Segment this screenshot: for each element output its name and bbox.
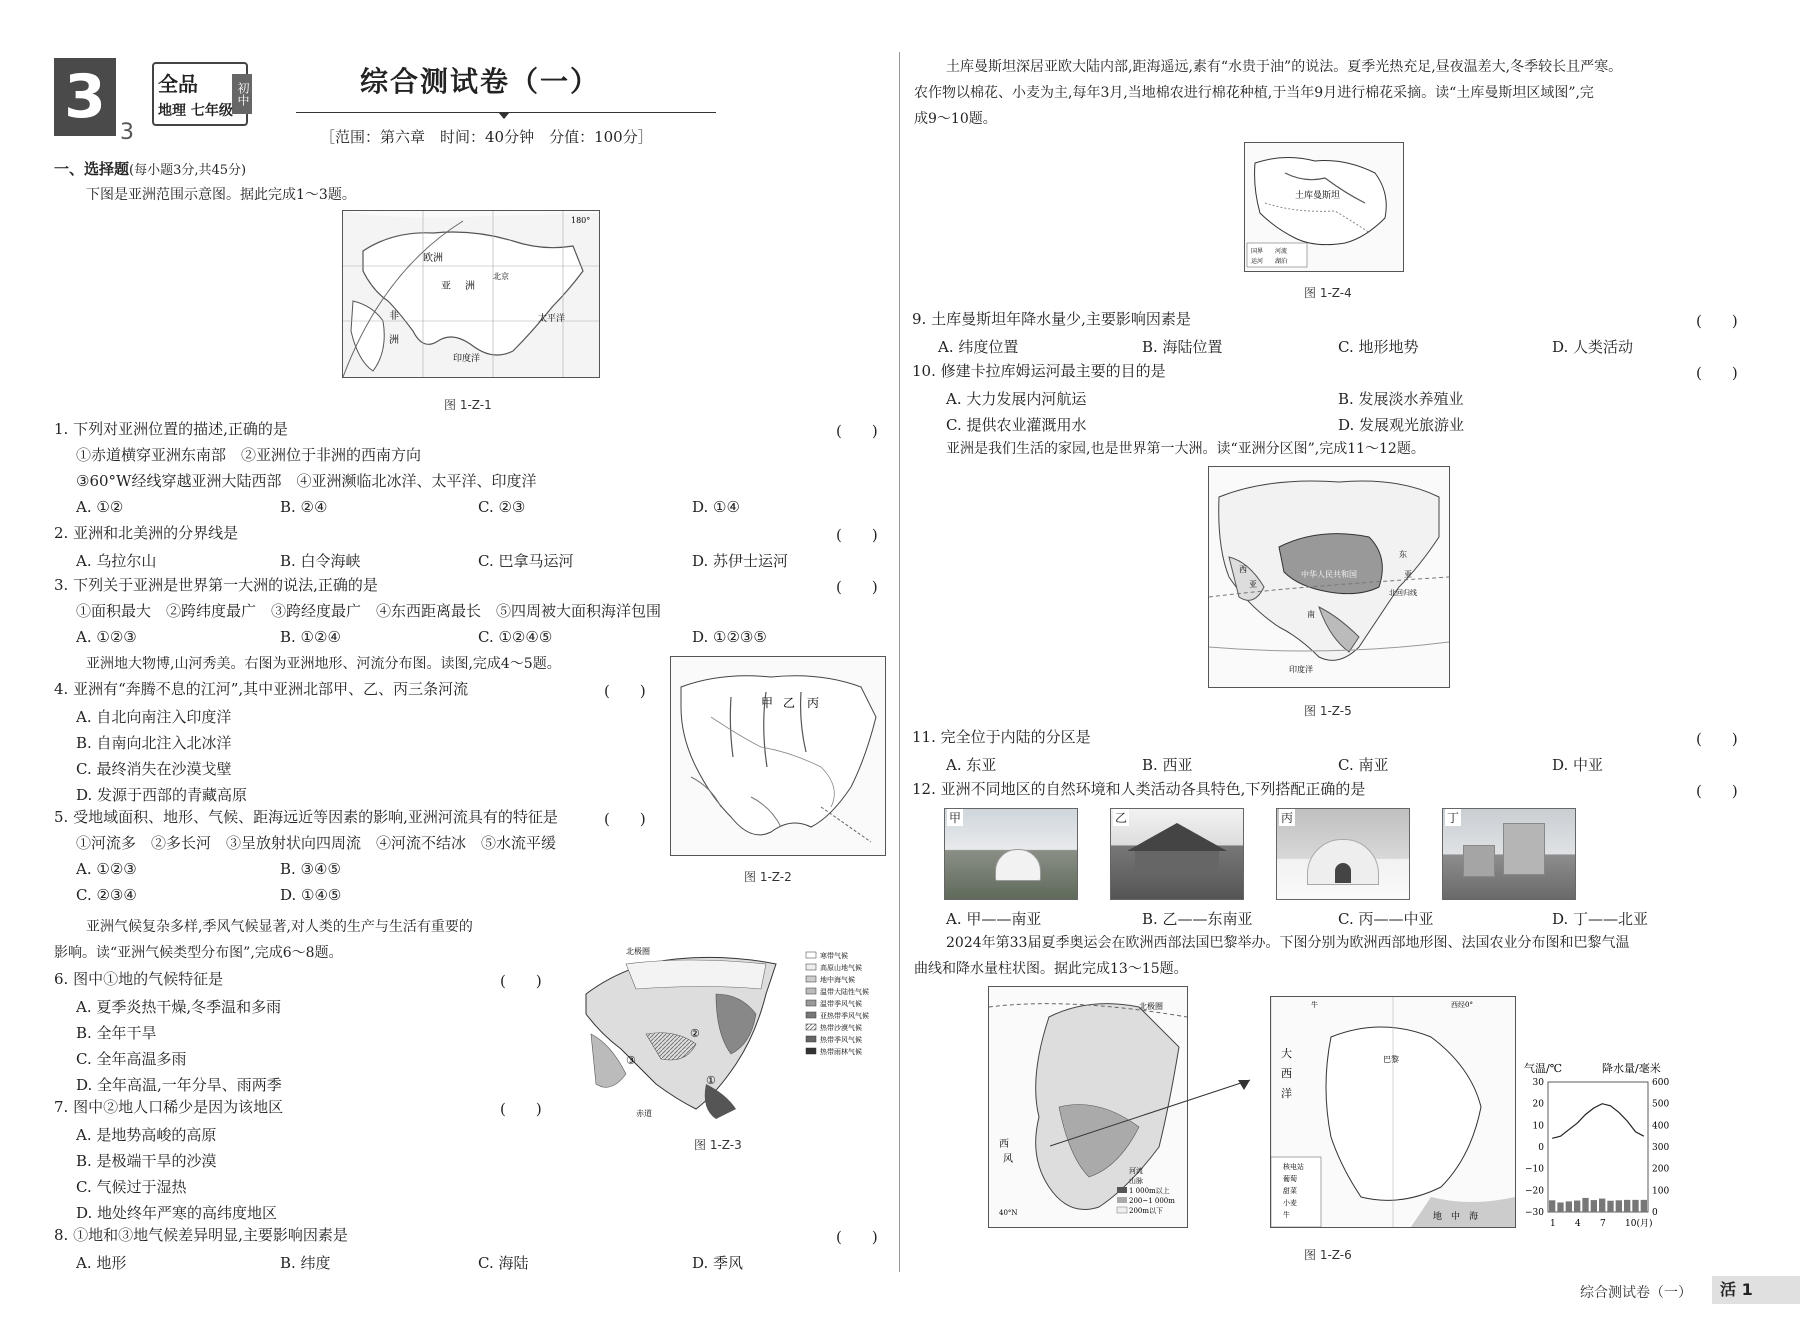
- option-a[interactable]: A. 纬度位置: [938, 338, 1019, 356]
- month-tick-label: 4: [1575, 1219, 1581, 1229]
- map1-label: 太平洋: [538, 314, 566, 324]
- subject-label: 地理 七年级: [158, 103, 233, 119]
- month-labels: [1550, 1218, 1652, 1229]
- building-block-2: [1463, 845, 1495, 877]
- option-b[interactable]: B. ①②④: [280, 628, 341, 646]
- map1-label: 北京: [493, 272, 509, 281]
- legend-item: 山脉: [1129, 1177, 1143, 1185]
- legend-item: 河流: [1129, 1167, 1143, 1175]
- photo-igloo: [1276, 808, 1410, 900]
- precip-bar: [1599, 1199, 1605, 1212]
- intro-13-15-line1: 2024年第33届夏季奥运会在欧洲西部法国巴黎举办。下图分别为欧洲西部地形图、法国农业分布图和巴黎气温: [946, 935, 1630, 951]
- precip-bar: [1624, 1200, 1630, 1212]
- intro-9-10-line3: 成9～10题。: [914, 111, 997, 127]
- option-b[interactable]: B. 发展淡水养殖业: [1338, 390, 1464, 408]
- q5-statement: ①河流多 ②多长河 ③呈放射状向四周流 ④河流不结冰 ⑤水流平缓: [76, 834, 557, 852]
- precip-bar: [1574, 1201, 1580, 1212]
- question-10: 10. 修建卡拉库姆运河最主要的目的是: [912, 362, 1166, 380]
- option-d[interactable]: D. 中亚: [1552, 756, 1604, 774]
- footer-title: 综合测试卷（一）: [1580, 1285, 1692, 1301]
- map1-label: 非: [389, 311, 399, 322]
- map-connector-arrow: [1050, 1070, 1270, 1150]
- temp-tick-label: −10: [1525, 1164, 1544, 1175]
- question-12: 12. 亚洲不同地区的自然环境和人类活动各具特色,下列搭配正确的是: [912, 780, 1366, 798]
- turkmenistan-map: [1244, 142, 1404, 272]
- asia-river-map: [670, 656, 886, 856]
- map5-label: 亚: [1404, 570, 1412, 579]
- answer-slot-7[interactable]: ( ): [500, 1100, 542, 1118]
- option-d[interactable]: D. 苏伊士运河: [692, 552, 789, 570]
- map1-label: 印度洋: [453, 354, 481, 364]
- option-a[interactable]: A. 大力发展内河航运: [946, 390, 1087, 408]
- month-tick-label: 7: [1600, 1219, 1606, 1229]
- map3-label: 赤道: [636, 1109, 652, 1118]
- map3-label: ①: [706, 1074, 716, 1087]
- map1-label: 洲: [465, 281, 475, 292]
- map1-label: 洲: [389, 335, 399, 346]
- question-1: 1. 下列对亚洲位置的描述,正确的是: [54, 420, 288, 438]
- option-b[interactable]: B. 白令海峡: [280, 552, 361, 570]
- precip-tick-label: 500: [1652, 1099, 1670, 1110]
- page-number: 活 1: [1712, 1276, 1800, 1304]
- photo-yurt: [944, 808, 1078, 900]
- option-d[interactable]: D. ①②③⑤: [692, 628, 767, 646]
- map5-label: 印度洋: [1289, 665, 1313, 674]
- question-6: 6. 图中①地的气候特征是: [54, 970, 224, 988]
- temp-tick-label: 30: [1532, 1078, 1544, 1088]
- option-b[interactable]: B. 乙——东南亚: [1142, 910, 1253, 928]
- precip-bar: [1616, 1200, 1622, 1212]
- precip-tick-label: 100: [1652, 1186, 1670, 1197]
- legend-item: 热带沙漠气候: [820, 1024, 862, 1032]
- section-heading: [54, 158, 246, 179]
- option-c[interactable]: C. ①②④⑤: [478, 628, 553, 646]
- option-d[interactable]: D. 地处终年严寒的高纬度地区: [76, 1204, 278, 1222]
- legend-item: 200~1 000m: [1129, 1197, 1175, 1205]
- legend-item: 温带大陆性气候: [820, 988, 869, 996]
- yurt-shape: [995, 849, 1041, 881]
- legend-item: 亚热带季风气候: [820, 1012, 869, 1020]
- map4-label: 运河: [1251, 258, 1264, 265]
- question-4: 4. 亚洲有“奔腾不息的江河”,其中亚洲北部甲、乙、丙三条河流: [54, 680, 469, 698]
- option-c[interactable]: C. 地形地势: [1338, 338, 1419, 356]
- asia-climate-map-svg: [566, 934, 886, 1124]
- map5-label: 亚: [1249, 580, 1257, 589]
- option-c[interactable]: C. ②③: [478, 498, 526, 516]
- option-c[interactable]: C. 巴拿马运河: [478, 552, 574, 570]
- option-a[interactable]: A. ①②③: [76, 628, 137, 646]
- map3-label: ③: [626, 1054, 636, 1067]
- legend-item: 1 000m以上: [1129, 1187, 1170, 1195]
- answer-slot-12[interactable]: ( ): [1696, 782, 1738, 800]
- intro-9-10-line2: 农作物以棉花、小麦为主,每年3月,当地棉农进行棉花种植,于当年9月进行棉花采摘。读“土库曼斯坦区域图”,完: [914, 85, 1594, 101]
- temp-tick-label: −30: [1525, 1208, 1544, 1218]
- legend-item: 小麦: [1283, 1199, 1297, 1207]
- option-d[interactable]: D. ①④⑤: [280, 886, 342, 904]
- map6-label: 西: [999, 1139, 1009, 1150]
- asia-regions-map-svg: [1209, 467, 1449, 687]
- map6-label: 西经0°: [1451, 1001, 1473, 1009]
- intro-6-8-line2: 影响。读“亚洲气候类型分布图”,完成6～8题。: [54, 945, 343, 961]
- precip-bar: [1557, 1202, 1563, 1212]
- temp-tick-label: 0: [1538, 1143, 1544, 1153]
- option-a[interactable]: A. 是地势高峻的高原: [76, 1126, 217, 1144]
- q3-statement: ①面积最大 ②跨纬度最广 ③跨经度最广 ④东西距离最长 ⑤四周被大面积海洋包围: [76, 602, 662, 620]
- legend-item: 热带雨林气候: [820, 1048, 862, 1056]
- option-d[interactable]: D. 发源于西部的青藏高原: [76, 786, 248, 804]
- legend-item: 牛: [1283, 1211, 1290, 1219]
- legend-item: 核电站: [1283, 1163, 1304, 1171]
- temp-ticks: [1525, 1078, 1544, 1218]
- map4-label: 国界: [1251, 248, 1264, 255]
- precip-tick-label: 200: [1652, 1164, 1670, 1175]
- intro-1-3: 下图是亚洲范围示意图。据此完成1～3题。: [86, 187, 356, 203]
- page-title: 综合测试卷（一）: [360, 65, 601, 98]
- legend-item: 高原山地气候: [820, 964, 862, 972]
- map6-label: 地: [1433, 1212, 1443, 1222]
- precip-bar: [1549, 1200, 1555, 1212]
- map6-label: 牛: [1311, 1001, 1318, 1009]
- option-c[interactable]: C. 丙——中亚: [1338, 910, 1434, 928]
- answer-slot-2[interactable]: ( ): [836, 526, 878, 544]
- option-a[interactable]: A. 乌拉尔山: [76, 552, 157, 570]
- precip-ticks: [1652, 1078, 1669, 1218]
- chapter-badge-small: 3: [120, 120, 134, 145]
- photo-label: 乙: [1115, 811, 1128, 825]
- intro-13-15-line2: 曲线和降水量柱状图。据此完成13～15题。: [914, 961, 1188, 977]
- map5-label: 北回归线: [1389, 589, 1417, 597]
- precip-bars: [1549, 1198, 1647, 1212]
- precip-bar: [1632, 1200, 1638, 1212]
- section-title: 一、选择题: [54, 160, 130, 178]
- building-block: [1503, 823, 1545, 875]
- answer-slot-9[interactable]: ( ): [1696, 312, 1738, 330]
- map6-label: 巴黎: [1383, 1055, 1399, 1064]
- precip-tick-label: 0: [1652, 1208, 1658, 1218]
- chapter-badge: 3: [54, 58, 116, 136]
- map1-label: 亚: [441, 281, 451, 292]
- igloo-door: [1335, 863, 1351, 883]
- option-c[interactable]: C. ②③④: [76, 886, 137, 904]
- option-d[interactable]: D. 人类活动: [1552, 338, 1634, 356]
- precip-bar: [1641, 1200, 1647, 1212]
- question-2: 2. 亚洲和北美洲的分界线是: [54, 524, 239, 542]
- france-agriculture-map: [1270, 996, 1516, 1228]
- legend-item: 地中海气候: [820, 976, 855, 984]
- map5-label: 东: [1399, 550, 1407, 559]
- map6-label: 中: [1451, 1212, 1461, 1222]
- photo-label: 甲: [949, 811, 962, 825]
- precip-bar: [1607, 1201, 1613, 1212]
- stilt-roof: [1127, 823, 1227, 851]
- brand-name: 全品: [158, 72, 198, 96]
- map4-label: 湖泊: [1275, 258, 1288, 265]
- map5-label: 西: [1239, 565, 1247, 574]
- option-a[interactable]: A. ①②③: [76, 860, 137, 878]
- answer-slot-8[interactable]: ( ): [836, 1228, 878, 1246]
- option-c[interactable]: C. 全年高温多雨: [76, 1050, 187, 1068]
- option-b[interactable]: B. 海陆位置: [1142, 338, 1223, 356]
- map4-label: 河流: [1275, 248, 1288, 255]
- legend-item: 甜菜: [1283, 1187, 1297, 1195]
- option-d[interactable]: D. ①④: [692, 498, 740, 516]
- legend-item: 200m以下: [1129, 1207, 1163, 1215]
- map2-label: 甲: [761, 696, 774, 710]
- question-3: 3. 下列关于亚洲是世界第一大洲的说法,正确的是: [54, 576, 378, 594]
- option-d[interactable]: D. 丁——北亚: [1552, 910, 1649, 928]
- asia-range-map-svg: [343, 211, 599, 377]
- q1-statement-1: ①赤道横穿亚洲东南部 ②亚洲位于非洲的西南方向: [76, 446, 422, 464]
- option-b[interactable]: B. 全年干旱: [76, 1024, 157, 1042]
- map6-label: 风: [1003, 1154, 1013, 1165]
- answer-slot-6[interactable]: ( ): [500, 972, 542, 990]
- temp-axis-label: 气温/℃: [1524, 1062, 1563, 1075]
- answer-slot-11[interactable]: ( ): [1696, 730, 1738, 748]
- intro-4-5: 亚洲地大物博,山河秀美。右图为亚洲地形、河流分布图。读图,完成4～5题。: [86, 656, 561, 672]
- q1-statement-2: ③60°W经线穿越亚洲大陆西部 ④亚洲濒临北冰洋、太平洋、印度洋: [76, 472, 537, 490]
- figure-caption: 图 1-Z-6: [1304, 1248, 1352, 1262]
- legend-item: 温带季风气候: [820, 1000, 862, 1008]
- question-8: 8. ①地和③地气候差异明显,主要影响因素是: [54, 1226, 348, 1244]
- answer-slot-3[interactable]: ( ): [836, 578, 878, 596]
- intro-6-8-line1: 亚洲气候复杂多样,季风气候显著,对人类的生产与生活有重要的: [86, 919, 473, 935]
- question-5: 5. 受地域面积、地形、气候、距海远近等因素的影响,亚洲河流具有的特征是: [54, 808, 558, 826]
- precip-tick-label: 300: [1652, 1143, 1670, 1153]
- photo-label: 丁: [1447, 811, 1460, 825]
- intro-9-10-line1: 土库曼斯坦深居亚欧大陆内部,距海遥远,素有“水贵于油”的说法。夏季光热充足,昼夜温差大,冬季较长且严寒。: [946, 59, 1623, 75]
- precip-tick-label: 400: [1652, 1121, 1670, 1132]
- turkmenistan-map-svg: [1245, 143, 1403, 271]
- option-c[interactable]: C. 南亚: [1338, 756, 1389, 774]
- option-a[interactable]: A. 甲——南亚: [946, 910, 1042, 928]
- option-b[interactable]: B. 是极端干旱的沙漠: [76, 1152, 217, 1170]
- question-9: 9. 土库曼斯坦年降水量少,主要影响因素是: [912, 310, 1191, 328]
- precip-axis-label: 降水量/毫米: [1602, 1062, 1661, 1075]
- plot-area: [1548, 1082, 1648, 1212]
- precip-bar: [1566, 1201, 1572, 1212]
- option-c[interactable]: C. 气候过于湿热: [76, 1178, 187, 1196]
- legend-item: 寒带气候: [820, 952, 848, 960]
- photo-stilt-house: [1110, 808, 1244, 900]
- question-11: 11. 完全位于内陆的分区是: [912, 728, 1091, 746]
- option-a[interactable]: A. 自北向南注入印度洋: [76, 708, 232, 726]
- scope-line: ［范围：第六章 时间：40分钟 分值：100分］: [320, 128, 653, 146]
- figure-caption: 图 1-Z-5: [1304, 704, 1352, 718]
- map3-label: 北极圈: [626, 947, 650, 956]
- option-c[interactable]: C. 海陆: [478, 1254, 529, 1272]
- month-tick-label: 10(月): [1625, 1219, 1653, 1229]
- option-c[interactable]: C. 提供农业灌溉用水: [946, 416, 1087, 434]
- figure-caption: 图 1-Z-1: [444, 398, 492, 412]
- asia-regions-map: [1208, 466, 1450, 688]
- map6-label: 大: [1281, 1047, 1292, 1060]
- option-b[interactable]: B. 纬度: [280, 1254, 331, 1272]
- option-c[interactable]: C. 最终消失在沙漠戈壁: [76, 760, 232, 778]
- temp-tick-label: 20: [1532, 1099, 1544, 1110]
- option-a[interactable]: A. 夏季炎热干燥,冬季温和多雨: [76, 998, 282, 1016]
- brand-sub: 初中: [232, 74, 252, 114]
- month-tick-label: 1: [1550, 1219, 1556, 1229]
- column-divider: [899, 52, 900, 1272]
- option-b[interactable]: B. 自南向北注入北冰洋: [76, 734, 232, 752]
- france-map-svg: [1271, 997, 1515, 1227]
- answer-slot-4[interactable]: ( ): [604, 682, 646, 700]
- map2-label: 丙: [807, 696, 820, 710]
- option-b[interactable]: B. ③④⑤: [280, 860, 341, 878]
- answer-slot-1[interactable]: ( ): [836, 422, 878, 440]
- map6-label: 海: [1469, 1212, 1479, 1222]
- map6-label: 西: [1281, 1067, 1292, 1080]
- climate-legend: [806, 951, 869, 1056]
- temperature-curve: [1552, 1104, 1644, 1139]
- map3-label: ②: [690, 1027, 700, 1040]
- map5-label: 中华人民共和国: [1301, 570, 1357, 579]
- map4-label: 土库曼斯坦: [1295, 191, 1341, 201]
- photo-desert-buildings: [1442, 808, 1576, 900]
- option-b[interactable]: B. 西亚: [1142, 756, 1193, 774]
- asia-river-map-svg: [671, 657, 885, 855]
- precip-bar: [1591, 1200, 1597, 1212]
- option-a[interactable]: A. ①②: [76, 498, 124, 516]
- legend-item: 热带季风气候: [820, 1036, 862, 1044]
- map6-label: 40°N: [999, 1209, 1018, 1217]
- map2-label: 乙: [783, 696, 796, 710]
- figure-caption: 图 1-Z-2: [744, 870, 792, 884]
- asia-range-map: [342, 210, 600, 378]
- precip-tick-label: 600: [1652, 1078, 1670, 1088]
- map6-label: 北极圈: [1139, 1002, 1163, 1011]
- option-a[interactable]: A. 东亚: [946, 756, 997, 774]
- figure-caption: 图 1-Z-4: [1304, 286, 1352, 300]
- intro-11-12: 亚洲是我们生活的家园,也是世界第一大洲。读“亚洲分区图”,完成11～12题。: [946, 441, 1425, 457]
- answer-slot-5[interactable]: ( ): [604, 810, 646, 828]
- option-b[interactable]: B. ②④: [280, 498, 328, 516]
- option-d[interactable]: D. 季风: [692, 1254, 744, 1272]
- photo-label: 丙: [1281, 811, 1294, 825]
- map1-label: 180°: [571, 216, 591, 225]
- option-a[interactable]: A. 地形: [76, 1254, 127, 1272]
- paris-climate-chart: [1524, 1062, 1684, 1232]
- asia-climate-map: [566, 934, 886, 1124]
- question-7: 7. 图中②地人口稀少是因为该地区: [54, 1098, 284, 1116]
- stilt-body: [1135, 851, 1219, 873]
- precip-bar: [1582, 1198, 1588, 1212]
- legend-item: 葡萄: [1283, 1175, 1297, 1183]
- temp-tick-label: −20: [1525, 1186, 1544, 1197]
- figure-caption: 图 1-Z-3: [694, 1138, 742, 1152]
- map5-label: 南: [1307, 610, 1315, 619]
- title-rule-marker: [498, 112, 510, 119]
- option-d[interactable]: D. 全年高温,一年分旱、雨两季: [76, 1076, 282, 1094]
- map6-label: 洋: [1281, 1087, 1292, 1100]
- section-note: (每小题3分,共45分): [129, 163, 247, 178]
- answer-slot-10[interactable]: ( ): [1696, 364, 1738, 382]
- map1-label: 欧洲: [423, 253, 443, 264]
- option-d[interactable]: D. 发展观光旅游业: [1338, 416, 1465, 434]
- temp-tick-label: 10: [1532, 1121, 1544, 1132]
